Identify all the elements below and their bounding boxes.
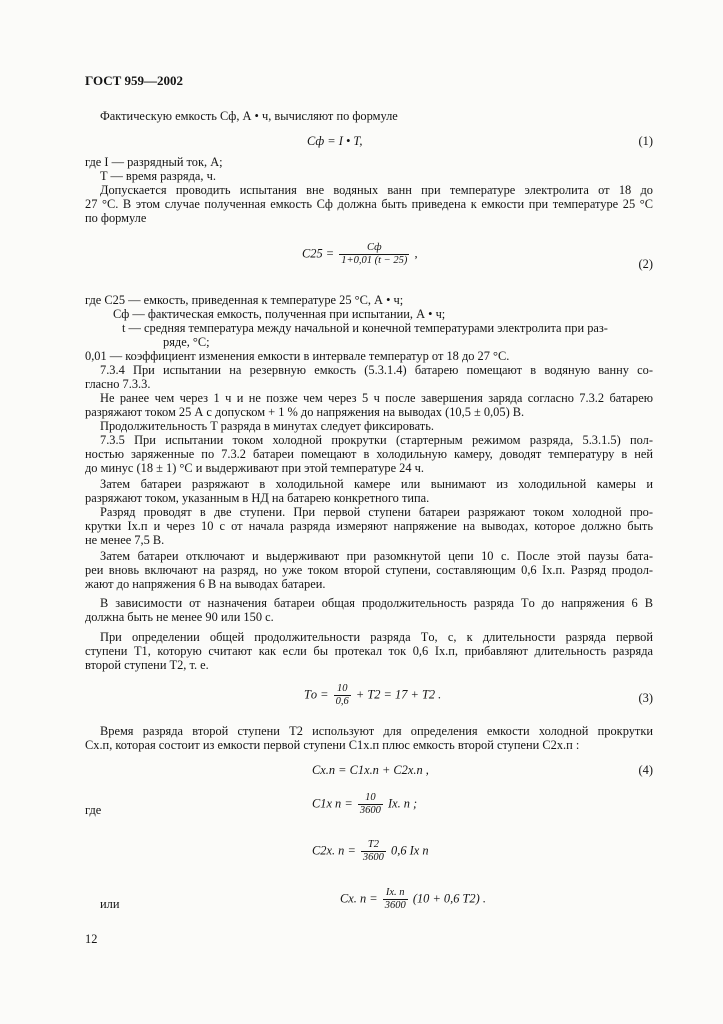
formula-3-lhs: Tо = [304, 687, 329, 702]
para-allow-line-3: по формуле [85, 211, 147, 225]
para-disconnect-line-3: жают до напряжения 6 В на выводах батареи. [85, 577, 326, 591]
para-total-line-3: второй ступени T2, т. е. [85, 658, 209, 672]
intro-line: Фактическую емкость Сф, А • ч, вычисляют по формуле [100, 109, 398, 123]
para-total-line-1: При определении общей продолжительности разряда Tо, с, к длительности разряда первой [100, 630, 653, 644]
para-discharge-line-1: Не ранее чем через 1 ч и не позже чем через 5 ч после завершения заряда согласно 7.3.2 батарею [100, 391, 653, 405]
para-allow-line-1: Допускается проводить испытания вне водяных ванн при температуре электролита от 18 до [100, 183, 653, 197]
formula-3-fraction [334, 683, 351, 708]
formula-3-number: (3) [638, 691, 653, 705]
formula-2 [302, 242, 418, 267]
legend-1-line-2: T — время разряда, ч. [100, 169, 216, 183]
formula-5-fraction [358, 792, 383, 817]
formula-3 [304, 683, 441, 708]
formula-6-lhs: C2х. п = [312, 843, 356, 858]
formula-5-denominator: 3600 [359, 805, 381, 816]
para-then-line-1: Затем батареи разряжают в холодильной камере или вынимают из холодильной камеры и [100, 477, 653, 491]
formula-5-lhs: C1х п = [312, 796, 353, 811]
formula-3-numerator: 10 [334, 683, 351, 696]
legend-2-line-5: 0,01 — коэффициент изменения емкости в интервале температур от 18 до 27 °С. [85, 349, 510, 363]
para-7-3-4-line-1: 7.3.4 При испытании на резервную емкость (5.3.1.4) батарею помещают в водяную ванну со- [100, 363, 653, 377]
formula-6-fraction [361, 839, 386, 864]
formula-5 [312, 792, 417, 817]
para-7-3-5-line-2: ностью заряженные по 7.3.2 батареи помещают в холодильную камеру, доводят температуру в ней [85, 447, 653, 461]
formula-5-tail: Iх. п ; [387, 796, 418, 811]
para-disconnect-line-2: реи вновь включают на разряд, но уже током второй ступени, составляющим 0,6 Iх.п. Разряд продол- [85, 563, 653, 577]
or-label: или [100, 897, 120, 911]
para-depending-line-2: должна быть не менее 90 или 150 с. [85, 610, 274, 624]
formula-3-rhs: + T2 = 17 + T2 . [355, 687, 442, 702]
para-depending-line-1: В зависимости от назначения батареи общая продолжительность разряда Tо до напряжения 6 В [100, 596, 653, 610]
formula-2-number: (2) [638, 257, 653, 271]
formula-6 [312, 839, 429, 864]
para-allow-line-2: 27 °С. В этом случае полученная емкость Сф должна быть приведена к емкости при температуре 25 °С [85, 197, 653, 211]
formula-2-fraction [339, 242, 409, 267]
formula-5-numerator: 10 [358, 792, 383, 805]
formula-1-lhs: Сф [307, 134, 325, 148]
formula-6-denominator: 3600 [362, 852, 384, 863]
document-header: ГОСТ 959—2002 [85, 73, 184, 88]
legend-2-line-3: t — средняя температура между начальной и конечной температурами электролита при раз- [122, 321, 608, 335]
where-label: где [85, 803, 102, 817]
para-time2-line-1: Время разряда второй ступени T2 используют для определения емкости холодной прокрутки [100, 724, 653, 738]
para-total-line-2: ступени T1, которую считают как если бы протекал ток 0,6 Iх.п, прибавляют длительность разряда [85, 644, 653, 658]
legend-2-line-1: где С25 — емкость, приведенная к температуре 25 °С, А • ч; [85, 293, 404, 307]
formula-4: Cх.п = C1х.п + C2х.п , [312, 763, 429, 777]
formula-3-denominator: 0,6 [335, 696, 349, 707]
legend-1-line-1: где I — разрядный ток, А; [85, 155, 223, 169]
formula-1-number: (1) [638, 134, 653, 148]
para-duration: Продолжительность T разряда в минутах следует фиксировать. [100, 419, 434, 433]
formula-2-lhs: С25 = [302, 246, 335, 261]
formula-7 [340, 887, 486, 912]
para-7-3-5-line-1: 7.3.5 При испытании током холодной прокрутки (стартерным режимом разряда, 5.3.1.5) пол- [100, 433, 653, 447]
page-number: 12 [85, 932, 98, 946]
formula-2-denominator: 1+0,01 (t − 25) [341, 255, 408, 266]
formula-6-tail: 0,6 Iх п [391, 843, 429, 858]
formula-7-tail: (10 + 0,6 T2) . [412, 891, 486, 906]
formula-1 [307, 134, 362, 149]
formula-7-fraction [383, 887, 408, 912]
para-then-line-2: разряжают током, указанным в НД на батарею конкретного типа. [85, 491, 430, 505]
para-two-stages-line-2: крутки Iх.п и через 10 с от начала разряда измеряют напряжение на выводах, которое должно быть [85, 519, 653, 533]
legend-2-line-2: Сф — фактическая емкость, полученная при испытании, А • ч; [113, 307, 446, 321]
formula-7-numerator: Iх. п [383, 887, 408, 900]
legend-2-line-4: ряде, °С; [163, 335, 210, 349]
para-disconnect-line-1: Затем батареи отключают и выдерживают при разомкнутой цепи 10 с. После этой паузы бата- [100, 549, 653, 563]
formula-7-lhs: Cх. п = [340, 891, 378, 906]
formula-1-rhs: = I • T, [327, 134, 363, 148]
formula-2-tail: , [414, 246, 418, 261]
formula-6-numerator: T2 [361, 839, 386, 852]
formula-7-denominator: 3600 [384, 900, 406, 911]
para-time2-line-2: Cх.п, которая состоит из емкости первой ступени C1х.п плюс емкость второй ступени C2х.п : [85, 738, 580, 752]
para-7-3-5-line-3: до минус (18 ± 1) °С и выдерживают при этой температуре 24 ч. [85, 461, 424, 475]
formula-4-number: (4) [638, 763, 653, 777]
para-two-stages-line-1: Разряд проводят в две ступени. При первой ступени батареи разряжают током холодной про- [100, 505, 653, 519]
para-two-stages-line-3: не менее 7,5 В. [85, 533, 165, 547]
para-7-3-4-line-2: гласно 7.3.3. [85, 377, 151, 391]
para-discharge-line-2: разряжают током 25 А с допуском + 1 % до напряжения на выводах (10,5 ± 0,05) В. [85, 405, 525, 419]
formula-2-numerator: Сф [339, 242, 409, 255]
